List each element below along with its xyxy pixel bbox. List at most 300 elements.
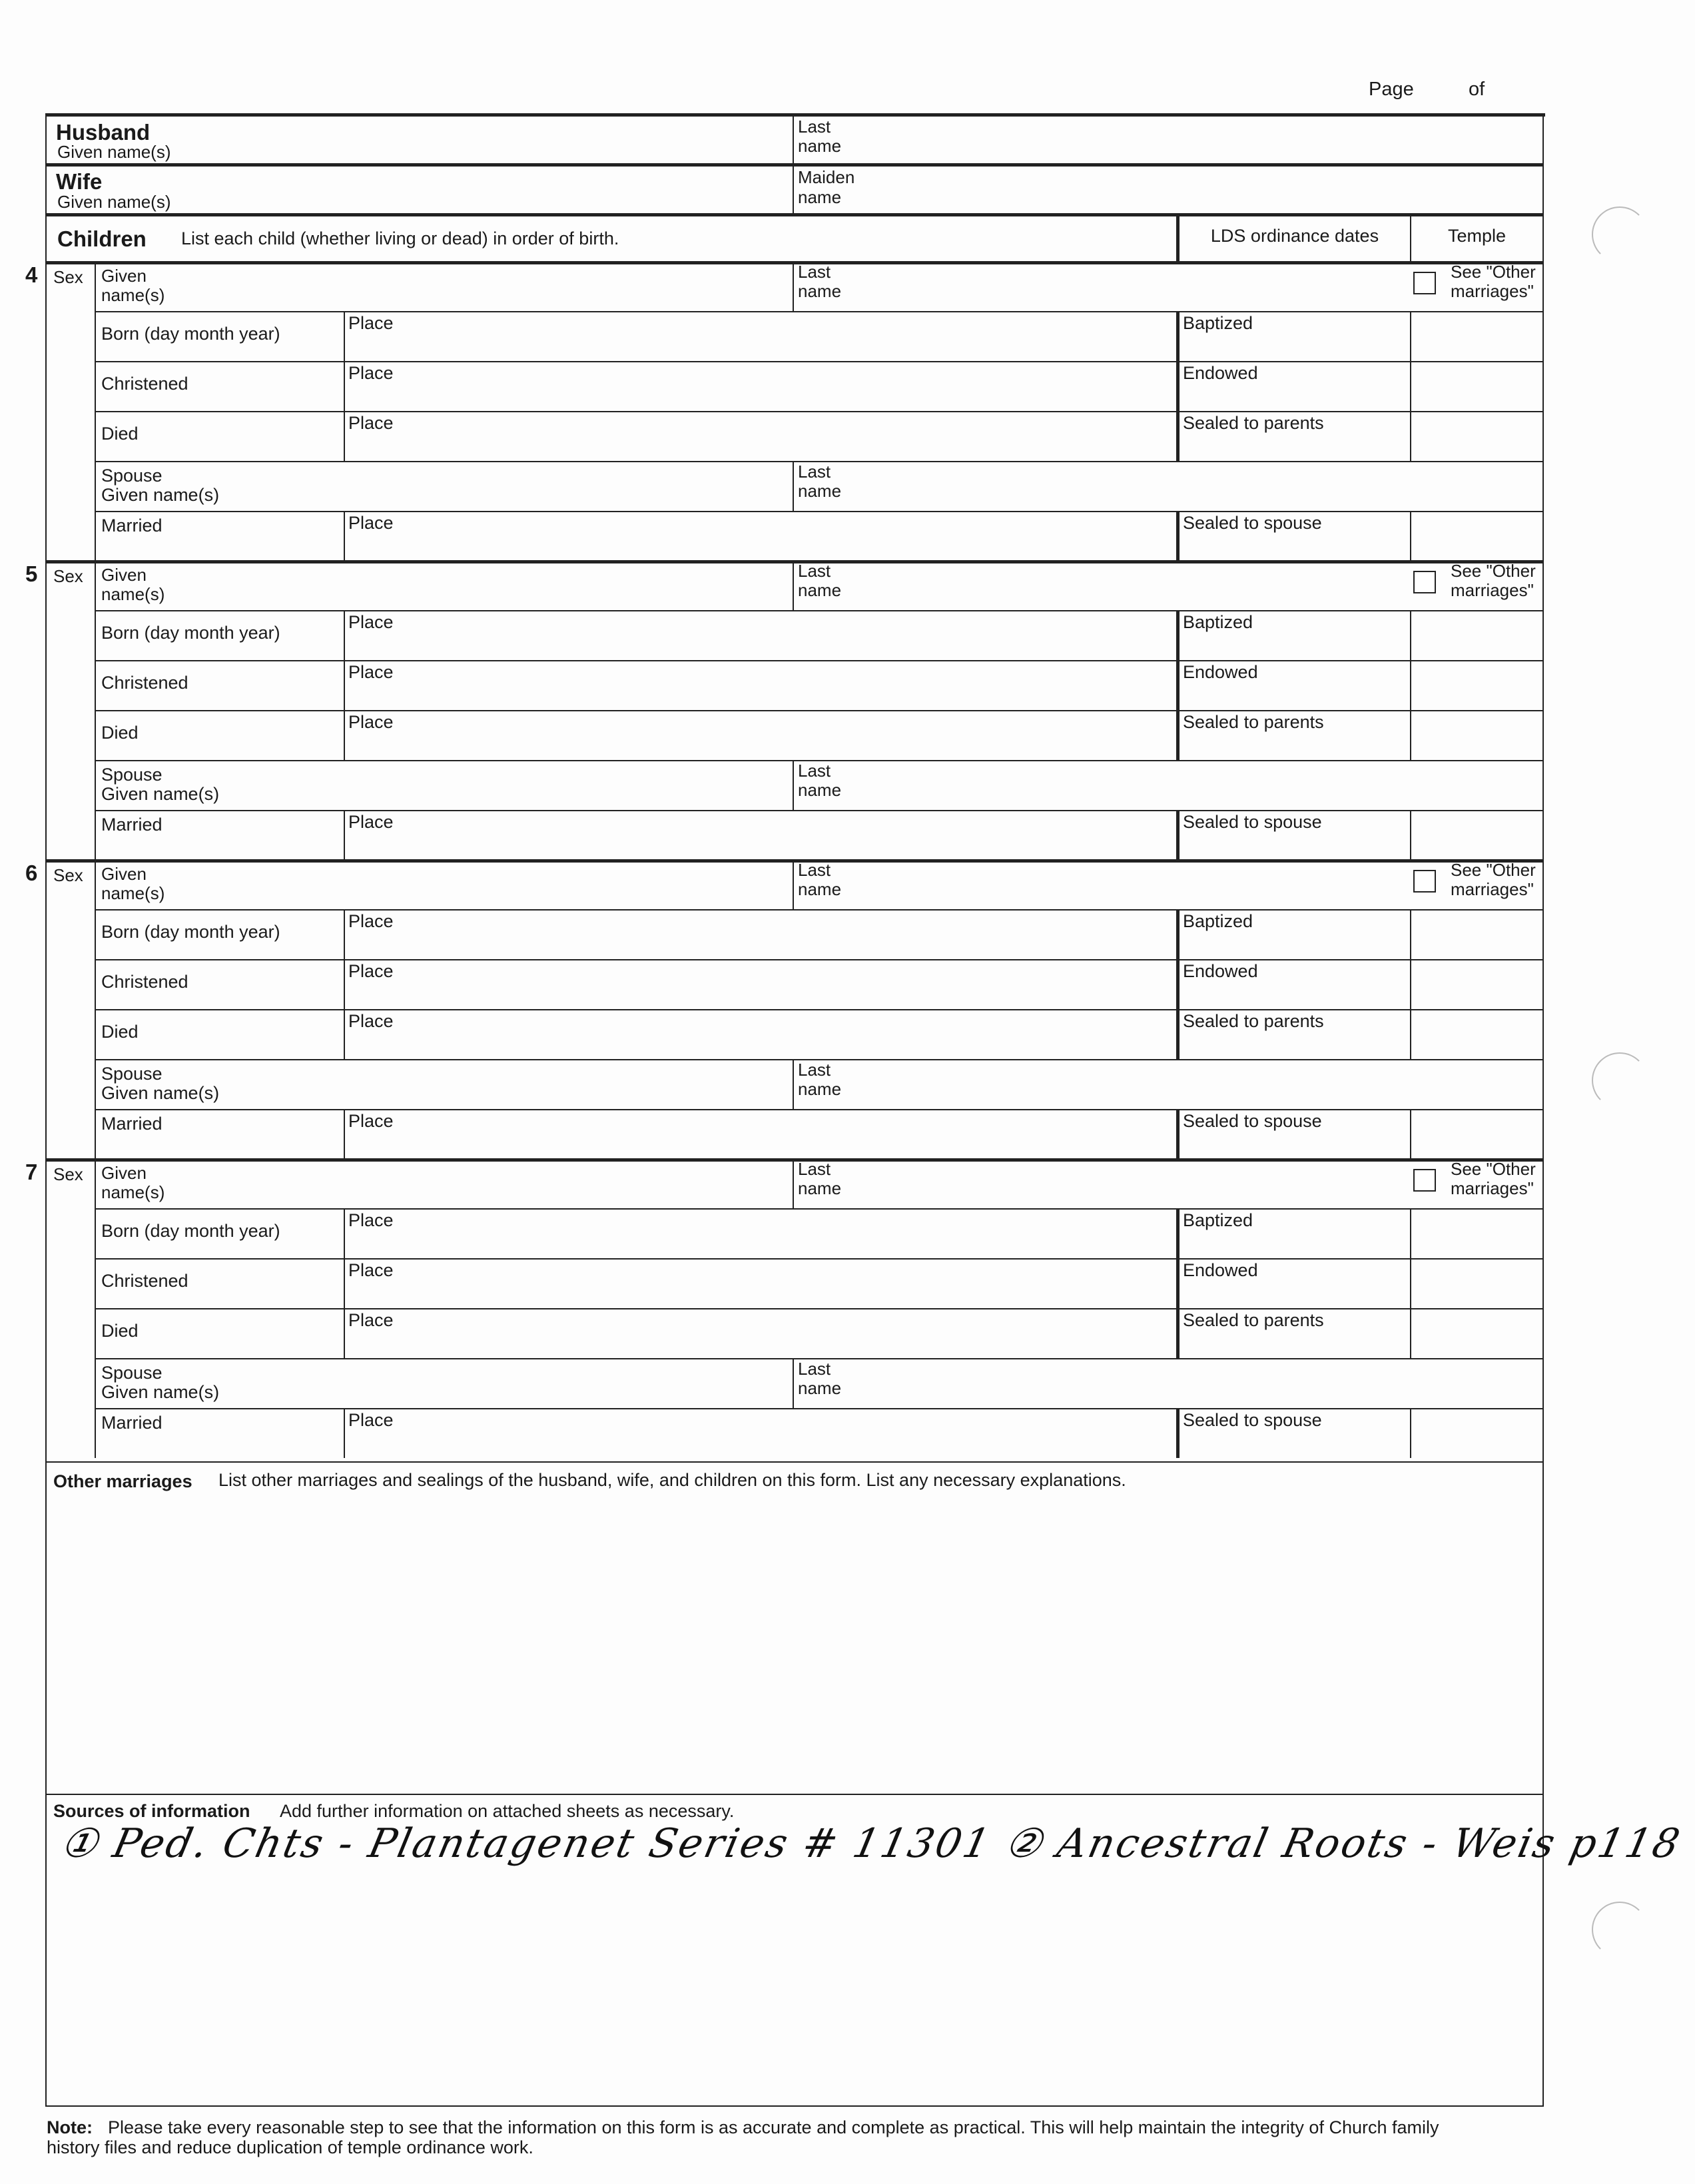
christened-date-field[interactable] — [97, 692, 341, 708]
rule-line — [95, 710, 1542, 711]
sealed-spouse-label: Sealed to spouse — [1183, 1111, 1322, 1131]
died-label: Died — [101, 424, 139, 444]
given-label: Given — [101, 266, 147, 286]
rule-line — [1176, 411, 1180, 461]
rule-line — [95, 511, 1542, 512]
spouse-given-field[interactable] — [226, 1063, 786, 1106]
given-label: Given — [101, 1163, 147, 1183]
given-label: Given — [101, 864, 147, 884]
baptized-temple-field[interactable] — [1413, 912, 1540, 956]
sealed-spouse-date-field[interactable] — [1180, 833, 1407, 858]
christened-place-field[interactable] — [346, 683, 1172, 708]
rule-line — [793, 560, 794, 610]
given-label-2: name(s) — [101, 883, 165, 903]
other-marriages-note-2: marriages" — [1451, 1178, 1534, 1198]
page-label: Page — [1369, 79, 1414, 100]
married-date-field[interactable] — [97, 837, 341, 858]
rule-line — [1410, 909, 1411, 959]
rule-line — [95, 660, 1542, 661]
other-marriages-checkbox[interactable] — [1413, 272, 1436, 294]
sealed-spouse-date-field[interactable] — [1180, 1431, 1407, 1456]
christened-label: Christened — [101, 374, 188, 394]
rule-line — [45, 560, 1544, 563]
given-name-field[interactable] — [200, 265, 786, 308]
rule-line — [1176, 909, 1180, 959]
christened-label: Christened — [101, 1271, 188, 1291]
baptized-date-field[interactable] — [1180, 1231, 1407, 1256]
married-date-field[interactable] — [97, 538, 341, 559]
sources-instruction: Add further information on attached sheets as necessary. — [280, 1801, 735, 1821]
sealed-spouse-temple-field[interactable] — [1413, 1112, 1540, 1156]
last-label-2: name — [798, 1178, 842, 1198]
sealed-parents-date-field[interactable] — [1180, 434, 1407, 459]
place-label: Place — [348, 1310, 394, 1330]
other-marriages-note: See "Other — [1451, 860, 1536, 880]
rule-line — [344, 710, 345, 760]
place-label: Place — [348, 1011, 394, 1031]
sources-field[interactable] — [53, 1828, 1538, 2101]
rule-line — [1410, 511, 1411, 561]
punch-hole-icon — [1592, 206, 1648, 262]
note-text-line-2: history files and reduce duplication of temple ordinance work. — [47, 2137, 533, 2157]
place-label: Place — [348, 812, 394, 832]
rule-line — [344, 1009, 345, 1059]
spouse-given-field[interactable] — [226, 1362, 786, 1405]
rule-line — [344, 361, 345, 411]
born-label: Born (day month year) — [101, 324, 280, 344]
rule-line — [95, 560, 96, 860]
wife-maiden-field[interactable] — [866, 167, 1538, 212]
sex-field[interactable] — [48, 587, 92, 607]
rule-line — [1176, 959, 1180, 1009]
baptized-date-field[interactable] — [1180, 633, 1407, 658]
spouse-label: Spouse — [101, 1064, 163, 1084]
born-date-field[interactable] — [97, 1240, 341, 1256]
rule-line — [1410, 810, 1411, 860]
place-label: Place — [348, 712, 394, 732]
last-label-2: name — [798, 281, 842, 301]
spouse-last-label-2: name — [798, 481, 842, 501]
endowed-label: Endowed — [1183, 363, 1258, 383]
last-name-field[interactable] — [859, 564, 1405, 607]
rule-line — [1176, 511, 1180, 561]
spouse-label: Spouse — [101, 466, 163, 486]
christened-date-field[interactable] — [97, 393, 341, 409]
married-place-field[interactable] — [346, 534, 1172, 559]
sealed-parents-date-field[interactable] — [1180, 733, 1407, 758]
christened-label: Christened — [101, 972, 188, 992]
other-marriages-note: See "Other — [1451, 561, 1536, 581]
rule-line — [344, 610, 345, 660]
other-marriages-note-2: marriages" — [1451, 281, 1534, 301]
last-label: Last — [798, 262, 831, 282]
rule-line — [1176, 361, 1180, 411]
rule-line — [95, 1258, 1542, 1260]
endowed-date-field[interactable] — [1180, 1281, 1407, 1306]
frame-bottom — [45, 2105, 1544, 2107]
spouse-last-field[interactable] — [859, 1063, 1538, 1106]
born-label: Born (day month year) — [101, 623, 280, 643]
rule-line — [1410, 1408, 1411, 1458]
endowed-date-field[interactable] — [1180, 982, 1407, 1007]
born-date-field[interactable] — [97, 941, 341, 957]
place-label: Place — [348, 313, 394, 333]
child-number: 5 — [25, 561, 38, 586]
died-label: Died — [101, 1022, 139, 1042]
rule-line — [45, 261, 1544, 264]
endowed-label: Endowed — [1183, 1260, 1258, 1280]
rule-line — [95, 261, 96, 561]
other-marriages-instruction: List other marriages and sealings of the husband, wife, and children on this form. List any necessary explanations. — [218, 1470, 1126, 1490]
died-date-field[interactable] — [97, 443, 341, 459]
rule-line — [1410, 1258, 1411, 1308]
rule-line — [344, 1109, 345, 1159]
rule-line — [95, 1408, 1542, 1409]
spouse-label-2: Given name(s) — [101, 784, 220, 804]
spouse-last-field[interactable] — [859, 465, 1538, 508]
sealed-parents-temple-field[interactable] — [1413, 1311, 1540, 1355]
baptized-label: Baptized — [1183, 911, 1253, 931]
rule-line — [1410, 361, 1411, 411]
rule-line — [1410, 411, 1411, 461]
rule-line — [1410, 1109, 1411, 1159]
died-label: Died — [101, 723, 139, 743]
baptized-label: Baptized — [1183, 313, 1253, 333]
husband-last-label-2: name — [798, 136, 842, 156]
spouse-last-field[interactable] — [859, 1362, 1538, 1405]
born-label: Born (day month year) — [101, 922, 280, 942]
other-marriages-note-2: marriages" — [1451, 580, 1534, 600]
rule-line — [1410, 311, 1411, 361]
lds-ordinance-label: LDS ordinance dates — [1210, 226, 1379, 246]
sex-label: Sex — [53, 267, 83, 287]
place-label: Place — [348, 662, 394, 682]
rule-line — [1410, 660, 1411, 710]
spouse-label: Spouse — [101, 1363, 163, 1383]
born-date-field[interactable] — [97, 343, 341, 359]
married-date-field[interactable] — [97, 1136, 341, 1157]
rule-line — [95, 610, 1542, 611]
christened-label: Christened — [101, 673, 188, 693]
sealed-spouse-temple-field[interactable] — [1413, 813, 1540, 857]
rule-line — [1410, 1009, 1411, 1059]
other-marriages-title: Other marriages — [53, 1471, 192, 1491]
place-label: Place — [348, 961, 394, 981]
rule-line — [344, 1258, 345, 1308]
rule-line — [1176, 1308, 1180, 1358]
punch-hole-icon — [1592, 1052, 1648, 1108]
given-label-2: name(s) — [101, 1182, 165, 1202]
place-label: Place — [348, 513, 394, 533]
husband-given-field[interactable] — [240, 117, 786, 161]
died-place-field[interactable] — [346, 434, 1172, 459]
wife-maiden-label-2: name — [798, 187, 842, 207]
place-label: Place — [348, 1210, 394, 1230]
married-label: Married — [101, 516, 163, 536]
baptized-date-field[interactable] — [1180, 334, 1407, 359]
rule-line — [344, 1208, 345, 1258]
married-label: Married — [101, 1114, 163, 1134]
last-name-field[interactable] — [859, 863, 1405, 906]
spouse-last-label: Last — [798, 1359, 831, 1379]
other-marriages-checkbox[interactable] — [1413, 1169, 1436, 1192]
child-number: 4 — [25, 262, 38, 287]
rule-line — [1176, 1009, 1180, 1059]
place-label: Place — [348, 1260, 394, 1280]
rule-line — [95, 361, 1542, 362]
rule-line — [1410, 610, 1411, 660]
died-label: Died — [101, 1321, 139, 1341]
sealed-parents-label: Sealed to parents — [1183, 413, 1324, 433]
sex-field[interactable] — [48, 1185, 92, 1205]
rule-line — [344, 311, 345, 361]
christened-date-field[interactable] — [97, 991, 341, 1007]
sex-field[interactable] — [48, 288, 92, 308]
died-place-field[interactable] — [346, 733, 1172, 758]
place-label: Place — [348, 911, 394, 931]
rule-line — [95, 1308, 1542, 1309]
spouse-label: Spouse — [101, 765, 163, 785]
endowed-label: Endowed — [1183, 662, 1258, 682]
rule-line — [344, 511, 345, 561]
sex-label: Sex — [53, 1164, 83, 1184]
spouse-last-label-2: name — [798, 780, 842, 800]
given-label-2: name(s) — [101, 285, 165, 305]
christened-place-field[interactable] — [346, 1281, 1172, 1306]
rule-line — [45, 1158, 1544, 1162]
spouse-last-label: Last — [798, 1060, 831, 1080]
endowed-label: Endowed — [1183, 961, 1258, 981]
rule-line — [1176, 311, 1180, 361]
born-place-field[interactable] — [346, 334, 1172, 359]
rule-line — [95, 1208, 1542, 1210]
last-label: Last — [798, 860, 831, 880]
last-name-field[interactable] — [859, 265, 1405, 308]
rule-line — [95, 1009, 1542, 1010]
spouse-label-2: Given name(s) — [101, 485, 220, 505]
wife-title: Wife — [56, 169, 103, 194]
spouse-label-2: Given name(s) — [101, 1382, 220, 1402]
last-name-field[interactable] — [859, 1162, 1405, 1205]
sealed-parents-label: Sealed to parents — [1183, 712, 1324, 732]
place-label: Place — [348, 1410, 394, 1430]
sex-label: Sex — [53, 566, 83, 586]
child-number: 7 — [25, 1160, 38, 1184]
endowed-temple-field[interactable] — [1413, 663, 1540, 707]
married-date-field[interactable] — [97, 1435, 341, 1456]
died-place-field[interactable] — [346, 1032, 1172, 1057]
spouse-last-label-2: name — [798, 1378, 842, 1398]
other-marriages-note: See "Other — [1451, 262, 1536, 282]
rule-line — [1410, 710, 1411, 760]
spouse-last-field[interactable] — [859, 764, 1538, 807]
rule-line — [1176, 710, 1180, 760]
rule-line — [793, 261, 794, 311]
sealed-spouse-temple-field[interactable] — [1413, 1411, 1540, 1455]
rule-line — [793, 859, 794, 909]
rule-line — [1176, 1258, 1180, 1308]
endowed-date-field[interactable] — [1180, 683, 1407, 708]
given-name-field[interactable] — [200, 564, 786, 607]
frame-left — [45, 115, 47, 2106]
frame-right — [1542, 115, 1544, 2106]
spouse-last-label: Last — [798, 462, 831, 482]
sealed-spouse-label: Sealed to spouse — [1183, 812, 1322, 832]
sealed-parents-label: Sealed to parents — [1183, 1310, 1324, 1330]
spouse-label-2: Given name(s) — [101, 1083, 220, 1103]
rule-line — [1410, 1208, 1411, 1258]
christened-date-field[interactable] — [97, 1290, 341, 1306]
sealed-spouse-date-field[interactable] — [1180, 1132, 1407, 1157]
died-place-field[interactable] — [346, 1331, 1172, 1356]
of-label: of — [1469, 79, 1485, 100]
rule-line — [344, 411, 345, 461]
christened-place-field[interactable] — [346, 384, 1172, 409]
rule-line — [344, 660, 345, 710]
sealed-parents-label: Sealed to parents — [1183, 1011, 1324, 1031]
rule-line — [793, 1358, 794, 1408]
rule-line — [1176, 610, 1180, 660]
sex-label: Sex — [53, 865, 83, 885]
husband-last-field[interactable] — [859, 117, 1538, 161]
given-label-2: name(s) — [101, 584, 165, 604]
sources-handwritten-text: ① Ped. Chts - Plantagenet Series # 11301 ② Ancestral Roots - Weis p118 — [56, 1820, 1686, 1867]
spouse-last-label: Last — [798, 761, 831, 781]
given-name-field[interactable] — [200, 1162, 786, 1205]
sealed-spouse-label: Sealed to spouse — [1183, 1410, 1322, 1430]
endowed-date-field[interactable] — [1180, 384, 1407, 409]
rule-line — [45, 859, 1544, 863]
other-marriages-note: See "Other — [1451, 1159, 1536, 1179]
child-number: 6 — [25, 861, 38, 885]
rule-line — [344, 1308, 345, 1358]
rule-line — [95, 859, 96, 1159]
sealed-spouse-temple-field[interactable] — [1413, 514, 1540, 558]
divider — [45, 1794, 1544, 1795]
sex-field[interactable] — [48, 886, 92, 906]
last-label-2: name — [798, 580, 842, 600]
baptized-temple-field[interactable] — [1413, 1211, 1540, 1256]
sealed-parents-temple-field[interactable] — [1413, 414, 1540, 458]
rule-line — [1176, 1208, 1180, 1258]
children-title: Children — [57, 226, 147, 251]
baptized-temple-field[interactable] — [1413, 613, 1540, 657]
rule-line — [1176, 660, 1180, 710]
died-date-field[interactable] — [97, 1041, 341, 1057]
place-label: Place — [348, 363, 394, 383]
baptized-label: Baptized — [1183, 612, 1253, 632]
sources-title: Sources of information — [53, 1801, 250, 1821]
baptized-date-field[interactable] — [1180, 932, 1407, 957]
rule-line — [1410, 1308, 1411, 1358]
sealed-spouse-label: Sealed to spouse — [1183, 513, 1322, 533]
place-label: Place — [348, 612, 394, 632]
spouse-given-field[interactable] — [226, 764, 786, 807]
given-label: Given — [101, 565, 147, 585]
sealed-parents-date-field[interactable] — [1180, 1331, 1407, 1356]
born-date-field[interactable] — [97, 642, 341, 658]
rule-line — [344, 909, 345, 959]
given-name-field[interactable] — [200, 863, 786, 906]
rule-line — [344, 810, 345, 860]
rule-line — [95, 411, 1542, 412]
husband-last-label: Last — [798, 117, 831, 137]
last-label: Last — [798, 561, 831, 581]
born-label: Born (day month year) — [101, 1221, 280, 1241]
sealed-parents-temple-field[interactable] — [1413, 1012, 1540, 1056]
last-label: Last — [798, 1159, 831, 1179]
rule-line — [1176, 1408, 1180, 1458]
died-date-field[interactable] — [97, 1340, 341, 1356]
wife-maiden-label: Maiden — [798, 167, 855, 187]
baptized-temple-field[interactable] — [1413, 314, 1540, 358]
other-marriages-checkbox[interactable] — [1413, 571, 1436, 593]
rule-line — [95, 909, 1542, 910]
place-label: Place — [348, 1111, 394, 1131]
last-label-2: name — [798, 879, 842, 899]
note-text-line-1: Please take every reasonable step to see that the information on this form is as accurate and complete as practical. This will help maintain the integrity of Church family — [108, 2117, 1439, 2137]
sealed-parents-date-field[interactable] — [1180, 1032, 1407, 1057]
other-marriages-field[interactable] — [53, 1499, 1538, 1785]
other-marriages-checkbox[interactable] — [1413, 870, 1436, 893]
married-label: Married — [101, 1413, 163, 1433]
married-place-field[interactable] — [346, 1431, 1172, 1456]
christened-place-field[interactable] — [346, 982, 1172, 1007]
born-place-field[interactable] — [346, 1231, 1172, 1256]
rule-line — [95, 959, 1542, 960]
rule-line — [793, 1059, 794, 1109]
note-title: Note: — [47, 2117, 93, 2137]
children-instruction: List each child (whether living or dead) in order of birth. — [181, 228, 619, 248]
other-marriages-note-2: marriages" — [1451, 879, 1534, 899]
rule-line — [793, 461, 794, 511]
endowed-temple-field[interactable] — [1413, 1261, 1540, 1305]
sealed-spouse-date-field[interactable] — [1180, 534, 1407, 559]
baptized-label: Baptized — [1183, 1210, 1253, 1230]
sealed-parents-temple-field[interactable] — [1413, 713, 1540, 757]
rule-line — [95, 1158, 96, 1458]
spouse-given-field[interactable] — [226, 465, 786, 508]
died-date-field[interactable] — [97, 742, 341, 758]
husband-given-label: Given name(s) — [57, 142, 171, 162]
temple-label: Temple — [1447, 226, 1507, 246]
divider — [45, 1461, 1544, 1463]
wife-given-label: Given name(s) — [57, 192, 171, 212]
rule-line — [344, 1408, 345, 1458]
rule-line — [793, 760, 794, 810]
endowed-temple-field[interactable] — [1413, 962, 1540, 1006]
married-place-field[interactable] — [346, 833, 1172, 858]
endowed-temple-field[interactable] — [1413, 364, 1540, 408]
married-label: Married — [101, 815, 163, 835]
rule-line — [95, 810, 1542, 811]
punch-hole-icon — [1592, 1902, 1648, 1958]
rule-line — [793, 1158, 794, 1208]
rule-line — [344, 959, 345, 1009]
rule-line — [1410, 959, 1411, 1009]
born-place-field[interactable] — [346, 633, 1172, 658]
born-place-field[interactable] — [346, 932, 1172, 957]
rule-line — [1176, 1109, 1180, 1159]
married-place-field[interactable] — [346, 1132, 1172, 1157]
rule-line — [1176, 810, 1180, 860]
divider — [45, 213, 1544, 216]
rule-line — [95, 311, 1542, 312]
spouse-last-label-2: name — [798, 1079, 842, 1099]
rule-line — [95, 1109, 1542, 1110]
wife-given-field[interactable] — [240, 167, 786, 212]
place-label: Place — [348, 413, 394, 433]
